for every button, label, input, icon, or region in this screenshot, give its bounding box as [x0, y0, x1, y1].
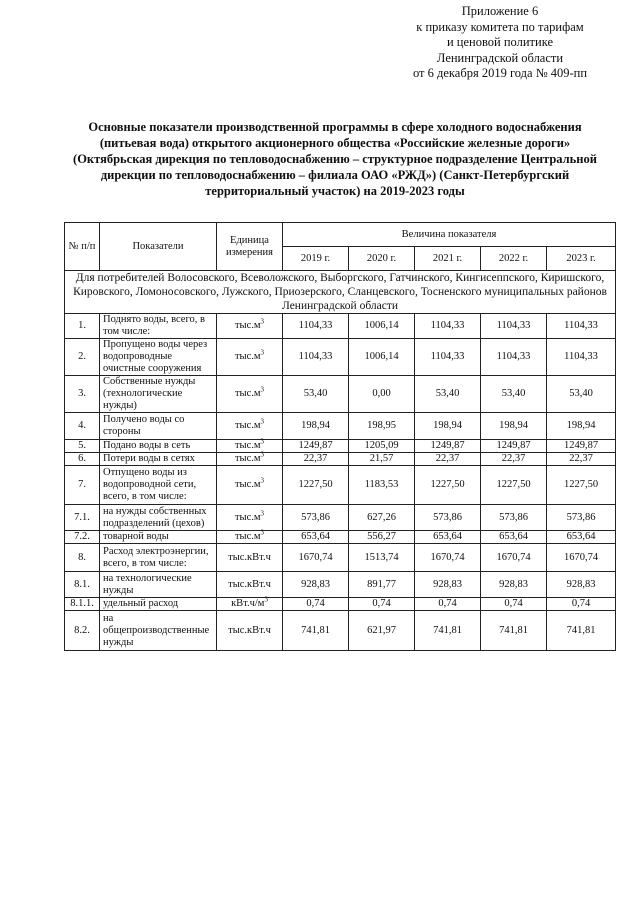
- header-indicator: Показатели: [100, 223, 217, 271]
- row-num: 7.: [65, 466, 100, 505]
- header-year: 2021 г.: [415, 247, 481, 271]
- unit-text: тыс.м: [234, 320, 261, 331]
- table-row: [65, 466, 616, 505]
- row-unit: [217, 376, 283, 413]
- table-row: [65, 505, 616, 531]
- row-value: 1249,87: [481, 440, 547, 453]
- row-value: 1227,50: [415, 466, 481, 505]
- row-indicator: Подано воды в сеть: [100, 440, 217, 453]
- unit-superscript: 3: [260, 476, 265, 485]
- unit-text: тыс.м: [234, 420, 261, 431]
- unit-superscript: 3: [260, 528, 265, 537]
- row-unit: [217, 505, 283, 531]
- row-num: 3.: [65, 376, 100, 413]
- row-unit: [217, 314, 283, 339]
- row-num: 1.: [65, 314, 100, 339]
- table-row: [65, 611, 616, 651]
- row-value: 53,40: [283, 376, 349, 413]
- row-value: 1104,33: [415, 314, 481, 339]
- row-value: 653,64: [481, 531, 547, 544]
- row-value: 1104,33: [547, 314, 616, 339]
- indicators-table: [64, 222, 616, 651]
- unit-text: тыс.кВт.ч: [228, 578, 271, 590]
- row-unit: [217, 544, 283, 572]
- row-value: 1006,14: [349, 339, 415, 376]
- header-year: 2019 г.: [283, 247, 349, 271]
- header-year: 2022 г.: [481, 247, 547, 271]
- row-num: 2.: [65, 339, 100, 376]
- table-row: [65, 339, 616, 376]
- row-value: 573,86: [415, 505, 481, 531]
- row-value: 198,94: [547, 413, 616, 440]
- header-num: № п/п: [65, 223, 100, 271]
- row-num: 8.1.: [65, 572, 100, 598]
- unit-superscript: 3: [260, 450, 265, 459]
- row-value: 53,40: [415, 376, 481, 413]
- appendix-header: [380, 4, 620, 82]
- row-indicator: на нужды собственных подразделений (цехов): [100, 505, 217, 531]
- unit-superscript: 3: [264, 595, 268, 604]
- row-unit: [217, 466, 283, 505]
- row-value: 1670,74: [415, 544, 481, 572]
- row-value: 0,74: [547, 598, 616, 611]
- row-unit: [217, 339, 283, 376]
- row-value: 653,64: [283, 531, 349, 544]
- row-num: 8.: [65, 544, 100, 572]
- row-value: 0,00: [349, 376, 415, 413]
- unit-text: тыс.м: [234, 440, 261, 451]
- row-num: 8.1.1.: [65, 598, 100, 611]
- table-row: [65, 572, 616, 598]
- row-value: 928,83: [415, 572, 481, 598]
- row-value: 1104,33: [547, 339, 616, 376]
- table-row: [65, 453, 616, 466]
- header-year: 2020 г.: [349, 247, 415, 271]
- table-row: [65, 440, 616, 453]
- row-value: 22,37: [283, 453, 349, 466]
- row-value: 1104,33: [415, 339, 481, 376]
- row-value: 198,94: [415, 413, 481, 440]
- row-value: 653,64: [415, 531, 481, 544]
- unit-superscript: 3: [260, 385, 265, 394]
- row-value: 621,97: [349, 611, 415, 651]
- row-value: 22,37: [547, 453, 616, 466]
- table-row: [65, 314, 616, 339]
- row-value: 653,64: [547, 531, 616, 544]
- header-unit: Единица измерения: [217, 223, 283, 271]
- row-indicator: Собственные нужды (технологические нужды): [100, 376, 217, 413]
- row-value: 1104,33: [283, 314, 349, 339]
- row-unit: [217, 528, 283, 544]
- row-value: 741,81: [283, 611, 349, 651]
- row-value: 22,37: [415, 453, 481, 466]
- table-row: [65, 531, 616, 544]
- row-value: 891,77: [349, 572, 415, 598]
- row-indicator: Поднято воды, всего, в том числе:: [100, 314, 217, 339]
- row-value: 22,37: [481, 453, 547, 466]
- row-indicator: товарной воды: [100, 531, 217, 544]
- row-num: 4.: [65, 413, 100, 440]
- row-value: 1183,53: [349, 466, 415, 505]
- row-unit: [217, 437, 283, 453]
- unit-text: тыс.кВт.ч: [228, 624, 271, 636]
- row-num: 7.1.: [65, 505, 100, 531]
- appendix-line: к приказу комитета по тарифам: [416, 19, 584, 34]
- table-row: [65, 413, 616, 440]
- row-value: 1513,74: [349, 544, 415, 572]
- row-indicator: Получено воды со стороны: [100, 413, 217, 440]
- row-unit: [217, 450, 283, 466]
- row-value: 1006,14: [349, 314, 415, 339]
- row-value: 0,74: [481, 598, 547, 611]
- row-indicator: удельный расход: [100, 598, 217, 611]
- row-value: 21,57: [349, 453, 415, 466]
- row-value: 1104,33: [283, 339, 349, 376]
- appendix-line: Ленинградской области: [436, 50, 564, 65]
- unit-text: тыс.м: [234, 351, 261, 362]
- row-value: 0,74: [283, 598, 349, 611]
- unit-text: тыс.м: [234, 388, 261, 399]
- row-value: 198,94: [481, 413, 547, 440]
- row-unit: [217, 572, 283, 598]
- row-num: 8.2.: [65, 611, 100, 651]
- row-value: 1227,50: [547, 466, 616, 505]
- row-value: 1670,74: [481, 544, 547, 572]
- row-value: 1227,50: [283, 466, 349, 505]
- row-value: 198,95: [349, 413, 415, 440]
- table-row: [65, 544, 616, 572]
- row-value: 928,83: [283, 572, 349, 598]
- row-num: 7.2.: [65, 531, 100, 544]
- unit-superscript: 3: [260, 417, 265, 426]
- unit-text: тыс.м: [234, 453, 261, 464]
- unit-text: тыс.кВт.ч: [228, 551, 271, 563]
- header-year: 2023 г.: [547, 247, 616, 271]
- table-row: [65, 376, 616, 413]
- row-value: 1670,74: [283, 544, 349, 572]
- row-value: 573,86: [283, 505, 349, 531]
- row-num: 5.: [65, 440, 100, 453]
- unit-text: тыс.м: [234, 531, 261, 542]
- row-value: 1249,87: [283, 440, 349, 453]
- table-row: [65, 598, 616, 611]
- row-value: 741,81: [481, 611, 547, 651]
- row-unit: [217, 611, 283, 651]
- appendix-line: Приложение 6: [461, 4, 539, 18]
- region-caption: Для потребителей Волосовского, Всеволожского, Выборгского, Гатчинского, Кингисеппского, Киришского, Кировского, Ломоносовского, Лужского, Приозерского, Сланцевского, Тосненского муниципальных районов Ленинградской области: [65, 271, 616, 314]
- unit-superscript: 3: [260, 348, 265, 357]
- row-value: 1104,33: [481, 339, 547, 376]
- row-value: 556,27: [349, 531, 415, 544]
- row-value: 627,26: [349, 505, 415, 531]
- row-indicator: Расход электроэнергии, всего, в том числе:: [100, 544, 217, 572]
- row-indicator: Отпущено воды из водопроводной сети, всего, в том числе:: [100, 466, 217, 505]
- row-unit: [217, 595, 283, 611]
- appendix-line: и ценовой политике: [446, 35, 554, 49]
- row-unit: [217, 413, 283, 440]
- row-value: 573,86: [481, 505, 547, 531]
- row-value: 53,40: [547, 376, 616, 413]
- row-value: 0,74: [349, 598, 415, 611]
- row-value: 0,74: [415, 598, 481, 611]
- unit-superscript: 3: [260, 509, 265, 517]
- unit-text: тыс.м: [234, 479, 261, 490]
- row-indicator: на общепроизводственные нужды: [100, 611, 217, 651]
- row-value: 1205,09: [349, 440, 415, 453]
- row-value: 928,83: [547, 572, 616, 598]
- row-value: 1249,87: [547, 440, 616, 453]
- unit-text: тыс.м: [234, 511, 261, 523]
- row-value: 928,83: [481, 572, 547, 598]
- row-value: 1104,33: [481, 314, 547, 339]
- appendix-line: от 6 декабря 2019 года № 409-пп: [412, 66, 588, 80]
- row-indicator: Потери воды в сетях: [100, 453, 217, 466]
- document-title: Основные показатели производственной программы в сфере холодного водоснабжения (питьевая вода) открытого акционерного общества «Российские железные дороги» (Октябрьская дирекция по тепловодоснабжению – структурное подразделение Центральной дирекции по тепловодоснабжению – филиала ОАО «РЖД») (Санкт-Петербургский территориальный участок) на 2019-2023 годы: [73, 120, 597, 198]
- row-value: 1227,50: [481, 466, 547, 505]
- row-value: 1670,74: [547, 544, 616, 572]
- row-num: 6.: [65, 453, 100, 466]
- unit-superscript: 3: [260, 317, 265, 326]
- row-value: 198,94: [283, 413, 349, 440]
- row-value: 741,81: [547, 611, 616, 651]
- row-value: 573,86: [547, 505, 616, 531]
- row-value: 1249,87: [415, 440, 481, 453]
- header-value: Величина показателя: [283, 223, 616, 247]
- unit-superscript: 3: [260, 437, 265, 446]
- row-indicator: Пропущено воды через водопроводные очистные сооружения: [100, 339, 217, 376]
- row-value: 741,81: [415, 611, 481, 651]
- row-indicator: на технологические нужды: [100, 572, 217, 598]
- unit-text: кВт.ч/м: [231, 598, 265, 609]
- row-value: 53,40: [481, 376, 547, 413]
